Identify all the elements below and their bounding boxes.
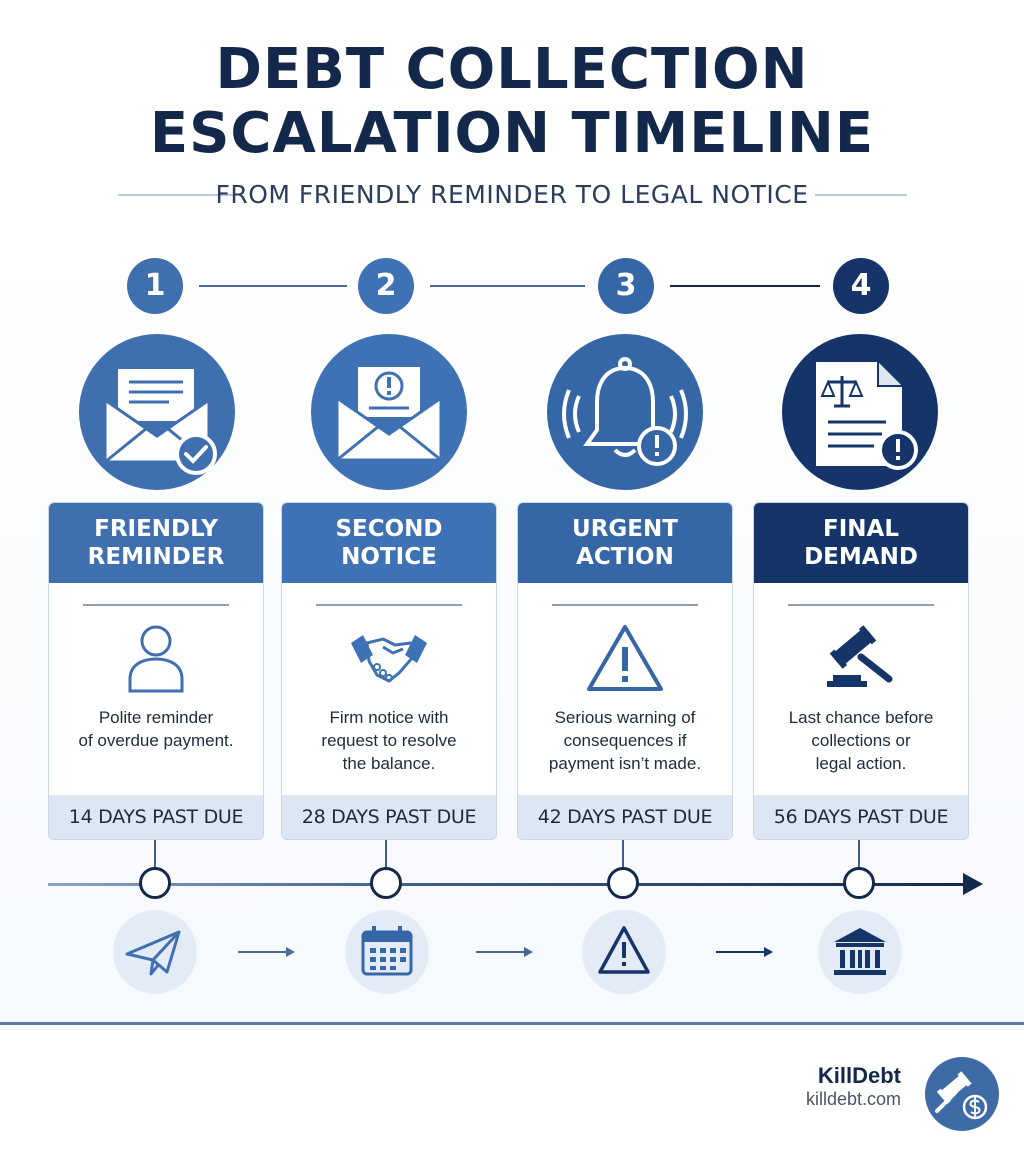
stage-card-second-notice xyxy=(281,502,497,840)
footer-divider xyxy=(0,1022,1024,1025)
title-line-1: DEBT COLLECTION xyxy=(215,37,809,102)
brand-url[interactable]: killdebt.com xyxy=(805,1089,901,1109)
desc-line: of overdue payment. xyxy=(78,731,234,750)
card-title-line-2: NOTICE xyxy=(341,544,437,570)
envelope-check-icon xyxy=(79,334,235,490)
step-number-3: 3 xyxy=(598,258,654,314)
gavel-icon xyxy=(754,621,968,693)
desc-line: Firm notice with xyxy=(329,708,449,727)
paper-plane-icon xyxy=(113,910,197,994)
card-divider xyxy=(83,604,229,606)
legal-document-icon xyxy=(782,334,938,490)
timeline-stem xyxy=(858,840,860,868)
card-description xyxy=(292,706,486,775)
timeline-stem xyxy=(154,840,156,868)
subtitle: FROM FRIENDLY REMINDER TO LEGAL NOTICE xyxy=(215,180,809,209)
warning-triangle-icon xyxy=(518,621,732,693)
gavel-dollar-logo-icon xyxy=(925,1057,999,1131)
card-title-line-1: SECOND xyxy=(335,516,443,542)
card-description xyxy=(764,706,958,775)
envelope-alert-icon xyxy=(311,334,467,490)
desc-line: payment isn’t made. xyxy=(548,754,702,773)
stage-card-urgent-action xyxy=(517,502,733,840)
card-header xyxy=(518,503,732,583)
desc-line: consequences if xyxy=(563,731,687,750)
title-line-2: ESCALATION TIMELINE xyxy=(149,101,875,166)
connector-2-3 xyxy=(430,285,585,287)
days-past-due: 56 DAYS PAST DUE xyxy=(754,795,968,839)
card-divider xyxy=(316,604,462,606)
desc-line: the balance. xyxy=(342,754,436,773)
stage-card-friendly-reminder xyxy=(48,502,264,840)
step-number-1: 1 xyxy=(127,258,183,314)
card-header xyxy=(754,503,968,583)
stage-card-final-demand xyxy=(753,502,969,840)
subtitle-row xyxy=(0,175,1024,215)
step-number-2: 2 xyxy=(358,258,414,314)
days-past-due: 28 DAYS PAST DUE xyxy=(282,795,496,839)
timeline-node xyxy=(607,867,639,899)
page-title xyxy=(0,38,1024,166)
timeline-stem xyxy=(385,840,387,868)
desc-line: legal action. xyxy=(815,754,907,773)
card-title-line-1: FINAL xyxy=(823,516,899,542)
warning-triangle-icon xyxy=(582,910,666,994)
person-icon xyxy=(49,621,263,693)
handshake-icon xyxy=(282,621,496,693)
card-description xyxy=(528,706,722,775)
card-description xyxy=(59,706,253,752)
desc-line: Polite reminder xyxy=(98,708,214,727)
courthouse-icon xyxy=(818,910,902,994)
brand-name: KillDebt xyxy=(817,1063,901,1088)
card-title-line-1: URGENT xyxy=(572,516,678,542)
timeline-axis xyxy=(48,883,970,886)
timeline-arrowhead xyxy=(963,873,983,895)
card-title-line-2: DEMAND xyxy=(804,544,918,570)
arrow-right-icon xyxy=(476,944,534,960)
timeline-node xyxy=(370,867,402,899)
card-title-line-2: ACTION xyxy=(576,544,674,570)
timeline-stem xyxy=(622,840,624,868)
subtitle-divider-right xyxy=(815,194,907,196)
arrow-right-icon xyxy=(716,944,774,960)
card-header xyxy=(49,503,263,583)
header xyxy=(0,0,1024,230)
desc-line: Serious warning of xyxy=(554,708,696,727)
timeline-node xyxy=(139,867,171,899)
desc-line: Last chance before xyxy=(788,708,934,727)
timeline-node xyxy=(843,867,875,899)
arrow-right-icon xyxy=(238,944,296,960)
connector-3-4 xyxy=(670,285,820,287)
step-number-4: 4 xyxy=(833,258,889,314)
bell-alert-icon xyxy=(547,334,703,490)
desc-line: request to resolve xyxy=(321,731,457,750)
card-header xyxy=(282,503,496,583)
days-past-due: 14 DAYS PAST DUE xyxy=(49,795,263,839)
card-divider xyxy=(788,604,934,606)
card-divider xyxy=(552,604,698,606)
desc-line: collections or xyxy=(811,731,911,750)
card-title-line-1: FRIENDLY xyxy=(94,516,218,542)
days-past-due: 42 DAYS PAST DUE xyxy=(518,795,732,839)
card-title-line-2: REMINDER xyxy=(87,544,225,570)
calendar-icon xyxy=(345,910,429,994)
connector-1-2 xyxy=(199,285,347,287)
